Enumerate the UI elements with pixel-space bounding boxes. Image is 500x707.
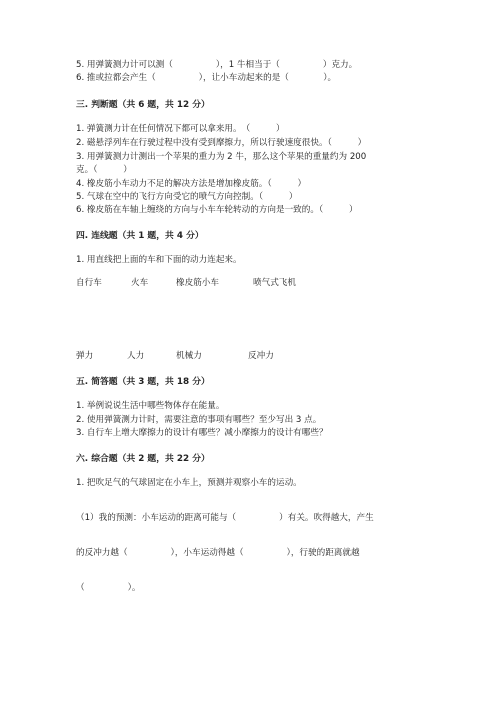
comprehensive-question: 1. 把吹足气的气球固定在小车上，预测并观察小车的运动。 xyxy=(76,478,302,488)
true-false-item-3: 3. 用弹簧测力计测出一个苹果的重力为 2 牛，那么这个苹果的重量约为 200 xyxy=(76,152,367,162)
true-false-item-6: 6. 橡皮筋在车轴上缠绕的方向与小车车轮转动的方向是一致的。（ ） xyxy=(76,205,358,215)
short-answer-item-2: 2. 使用弹簧测力计时，需要注意的事项有哪些？至少写出 3 点。 xyxy=(76,415,322,425)
prediction-line-1: （1）我的预测：小车运动的距离可能与（ ）有关。吹得越大，产生 xyxy=(76,513,374,523)
true-false-item-2: 2. 磁悬浮列车在行驶过程中没有受到摩擦力，所以行驶速度很快。（ ） xyxy=(76,138,367,148)
true-false-item-1: 1. 弹簧测力计在任何情况下都可以拿来用。 （ ） xyxy=(76,124,285,134)
prediction-line-3: （ ）。 xyxy=(76,583,141,593)
true-false-item-3-cont: 克。（ ） xyxy=(76,165,132,175)
section-heading-comprehensive: 六. 综合题（共 2 题，共 22 分） xyxy=(76,454,210,464)
match-top-jet-plane: 喷气式飞机 xyxy=(253,278,296,288)
match-top-bicycle: 自行车 xyxy=(76,278,102,288)
section-heading-true-false: 三. 判断题（共 6 题，共 12 分） xyxy=(76,100,210,110)
match-bottom-mechanical-force: 机械力 xyxy=(176,351,202,361)
match-top-train: 火车 xyxy=(131,278,149,288)
section-heading-short-answer: 五. 简答题（共 3 题，共 18 分） xyxy=(76,377,210,387)
short-answer-item-3: 3. 自行车上增大摩擦力的设计有哪些？减小摩擦力的设计有哪些？ xyxy=(76,428,328,438)
section-heading-matching: 四. 连线题（共 1 题，共 4 分） xyxy=(76,231,204,241)
choice-question-5: 5. 用弹簧测力计可以测（ ），1 牛相当于（ ）克力。 xyxy=(76,60,358,70)
true-false-item-4: 4. 橡皮筋小车动力不足的解决方法是增加橡皮筋。（ ） xyxy=(76,179,307,189)
matching-question: 1. 用直线把上面的车和下面的动力连起来。 xyxy=(76,255,242,265)
short-answer-item-1: 1. 举例说说生活中哪些物体存在能量。 xyxy=(76,401,225,411)
match-bottom-human-force: 人力 xyxy=(127,351,145,361)
choice-question-6: 6. 推或拉都会产生（ ），让小车动起来的是（ ）。 xyxy=(76,73,337,83)
match-top-rubber-band-car: 橡皮筋小车 xyxy=(176,278,219,288)
match-bottom-recoil-force: 反冲力 xyxy=(248,351,274,361)
match-bottom-elastic-force: 弹力 xyxy=(76,351,94,361)
true-false-item-5: 5. 气球在空中的飞行方向受它的喷气方向控制。（ ） xyxy=(76,192,298,202)
prediction-line-2: 的反冲力越（ ），小车运动得越（ ），行驶的距离就越 xyxy=(76,548,360,558)
